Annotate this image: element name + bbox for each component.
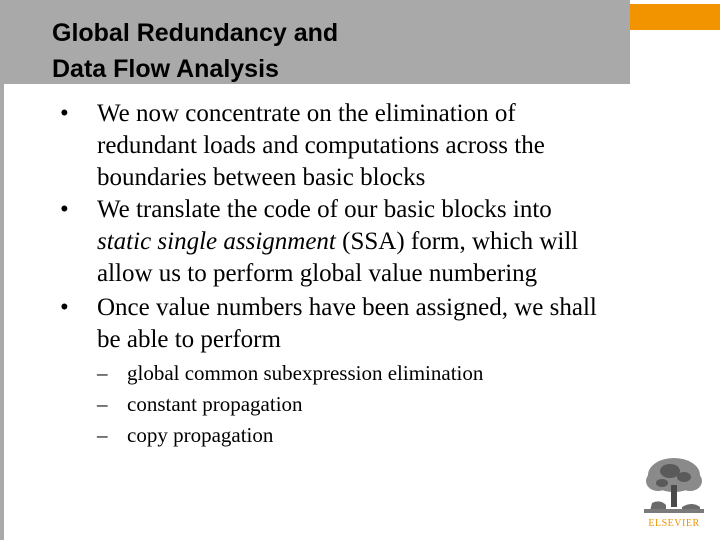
- bullet-marker: •: [60, 196, 69, 223]
- bullet-1-line-3: boundaries between basic blocks: [97, 164, 426, 191]
- bullet-marker: •: [60, 294, 69, 321]
- elsevier-tree-icon: [640, 455, 708, 515]
- elsevier-logo: [640, 455, 708, 535]
- bullet-2-line-2-rest: (SSA) form, which will: [335, 228, 579, 255]
- bullet-3-line-2: be able to perform: [97, 326, 281, 353]
- slide-title-line-2: Data Flow Analysis: [52, 55, 279, 83]
- bullet-1-line-2: redundant loads and computations across the: [97, 132, 545, 159]
- title-bar: [0, 0, 630, 84]
- ssa-term: static single assignment: [97, 228, 336, 255]
- bullet-marker: •: [60, 100, 69, 127]
- sub-item-dash: –: [97, 392, 108, 416]
- elsevier-wordmark: ELSEVIER: [648, 518, 700, 529]
- bullet-2-line-1: We translate the code of our basic blocks into: [97, 196, 552, 223]
- sub-item-dash: –: [97, 361, 108, 385]
- sub-item-dash: –: [97, 423, 108, 447]
- bullet-1-line-1: We now concentrate on the elimination of: [97, 100, 516, 127]
- bullet-2-line-3: allow us to perform global value numbering: [97, 260, 538, 287]
- slide-title-line-1: Global Redundancy and: [52, 19, 339, 47]
- bullet-2-line-2: [97, 226, 578, 258]
- sub-item-1: global common subexpression elimination: [127, 361, 484, 385]
- sub-item-3: copy propagation: [127, 423, 274, 447]
- side-bar: [0, 84, 4, 540]
- bullet-3-line-1: Once value numbers have been assigned, we shall: [97, 294, 597, 321]
- sub-item-2: constant propagation: [127, 392, 303, 416]
- accent-bar: [630, 4, 720, 30]
